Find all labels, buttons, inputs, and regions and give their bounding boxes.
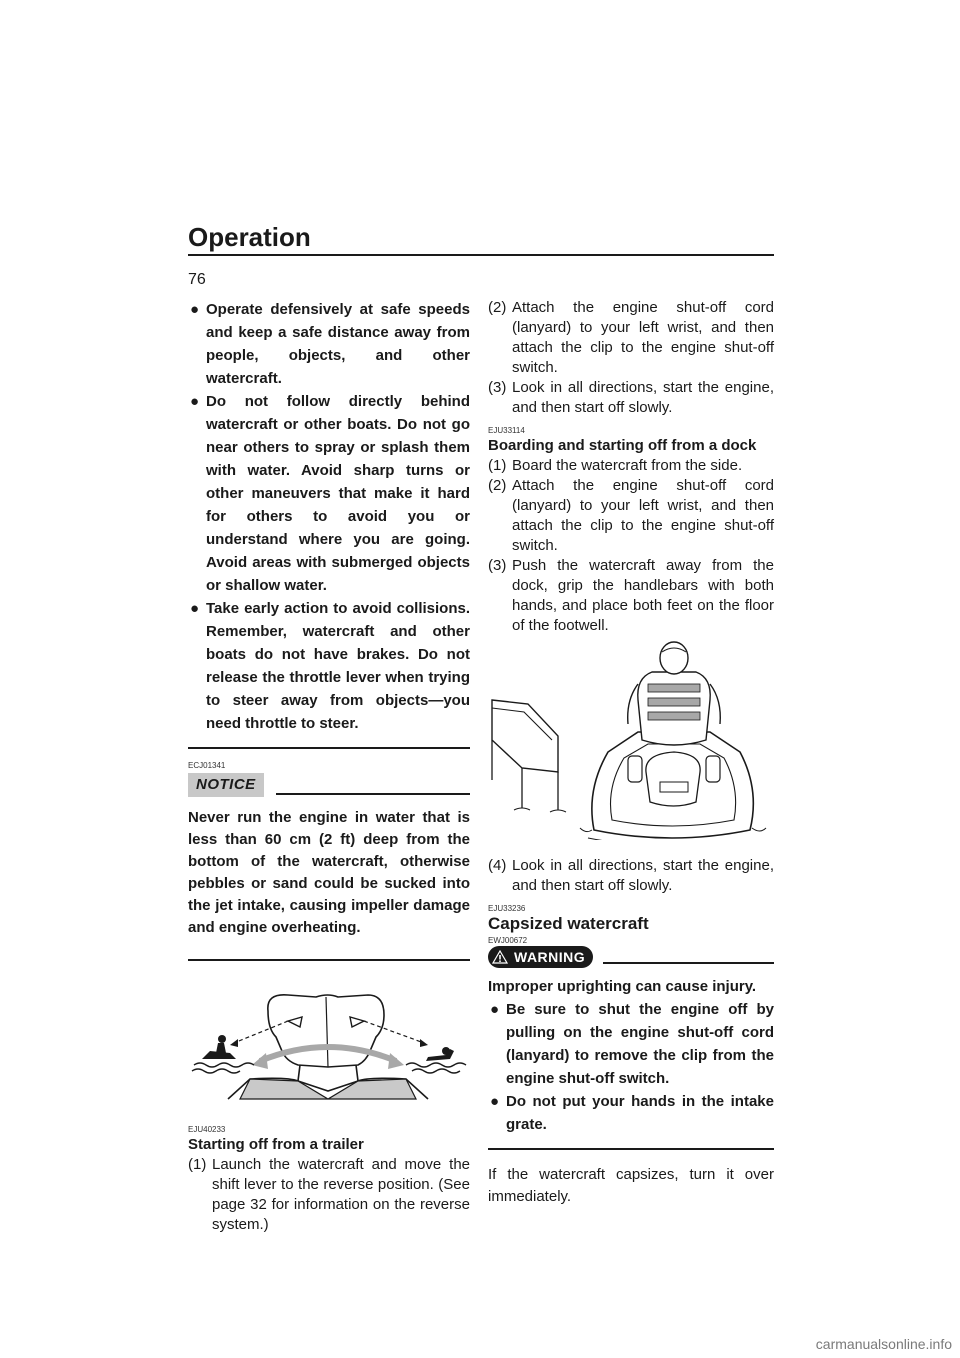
bullet-dot-icon: ● [190, 600, 200, 617]
bullet-text: Do not put your hands in the intake grate. [506, 1093, 774, 1133]
header-rule [188, 254, 774, 256]
safe-distance-illustration [188, 981, 470, 1101]
bullet-dot-icon: ● [490, 1001, 500, 1018]
section-code: EJU33236 [488, 904, 526, 913]
warning-code: EWJ00672 [488, 936, 528, 945]
capsized-section [488, 904, 774, 1208]
trailer-section [188, 1125, 470, 1235]
step-text: Look in all directions, start the engine, and then start off slowly. [512, 857, 774, 894]
step-text: Push the watercraft away from the dock, grip the handlebars with both hands, and place both feet on the floor of the footwell. [512, 557, 774, 634]
warning-badge [488, 946, 593, 968]
left-column [188, 298, 470, 1235]
step-number: (3) [488, 557, 507, 574]
notice-text: Never run the engine in water that is less than 60 cm (2 ft) deep from the bottom of the watercraft, otherwise pebbles or sand could be sucked into the jet intake, causing impeller damage and engine overheating. [188, 809, 470, 936]
section-code: EJU40233 [188, 1125, 226, 1134]
page-number: 76 [188, 271, 206, 288]
step-item [488, 298, 774, 378]
section-heading: Starting off from a trailer [188, 1136, 364, 1153]
step-item [488, 856, 774, 896]
step-number: (1) [488, 457, 507, 474]
warning-label: WARNING [514, 949, 586, 965]
section-heading: Boarding and starting off from a dock [488, 437, 757, 454]
step-item [188, 1155, 470, 1235]
bullet-text: Be sure to shut the engine off by pulling on the engine shut-off cord (lanyard) to remove the clip from the engine shut-off switch. [506, 1001, 774, 1087]
step-text: Attach the engine shut-off cord (lanyard) to your left wrist, and then attach the clip to the engine shut-off switch. [512, 299, 774, 376]
bullet-item [488, 998, 774, 1090]
step-item [488, 378, 774, 418]
body-text: If the watercraft capsizes, turn it over immediately. [488, 1166, 774, 1205]
bullet-dot-icon: ● [190, 301, 200, 318]
divider [188, 747, 470, 749]
notice-box [188, 761, 470, 961]
bullet-text: Do not follow directly behind watercraft or other boats. Do not go near others to spray or splash them with water. Avoid sharp turns or other maneuvers that make it hard for others to avoid you or understand where you are going. Avoid areas with submerged objects or shallow water. [206, 393, 470, 594]
divider [188, 959, 470, 961]
step-number: (3) [488, 379, 507, 396]
step-item [488, 556, 774, 636]
step-text: Look in all directions, start the engine, and then start off slowly. [512, 379, 774, 416]
dock-boarding-illustration [488, 640, 774, 840]
step-item [488, 476, 774, 556]
step-item [488, 456, 774, 476]
warning-rule [603, 962, 774, 964]
bullet-item [488, 1090, 774, 1136]
step-text: Attach the engine shut-off cord (lanyard) to your left wrist, and then attach the clip to the engine shut-off switch. [512, 477, 774, 554]
warning-triangle-icon [492, 950, 508, 964]
dock-section [488, 426, 774, 636]
bullet-item [188, 597, 470, 735]
step-number: (4) [488, 857, 507, 874]
bullet-dot-icon: ● [490, 1093, 500, 1110]
notice-code: ECJ01341 [188, 761, 226, 770]
warning-lead: Improper uprighting can cause injury. [488, 978, 757, 995]
bullet-text: Take early action to avoid collisions. Remember, watercraft and other boats do not have brakes. Do not release the throttle lever when trying to steer away from objects—you need throttle to steer. [206, 600, 470, 732]
bullet-item [188, 390, 470, 597]
step-text: Launch the watercraft and move the shift lever to the reverse position. (See page 32 for information on the reverse system.) [212, 1156, 470, 1233]
bullet-item [188, 298, 470, 390]
bullet-dot-icon: ● [190, 393, 200, 410]
section-title: Capsized watercraft [488, 914, 649, 933]
right-column [488, 298, 774, 1208]
step-number: (2) [488, 477, 507, 494]
page-header-title: Operation [188, 222, 311, 252]
notice-rule [276, 793, 470, 795]
notice-badge: NOTICE [188, 773, 264, 797]
bullet-text: Operate defensively at safe speeds and keep a safe distance away from people, objects, and other watercraft. [206, 301, 470, 387]
notice-header [188, 773, 470, 797]
warning-header [488, 946, 774, 968]
watermark: carmanualsonline.info [815, 1336, 952, 1352]
step-number: (1) [188, 1156, 207, 1173]
divider [488, 1148, 774, 1150]
step-number: (2) [488, 299, 507, 316]
section-code: EJU33114 [488, 426, 525, 435]
step-text: Board the watercraft from the side. [512, 457, 743, 474]
